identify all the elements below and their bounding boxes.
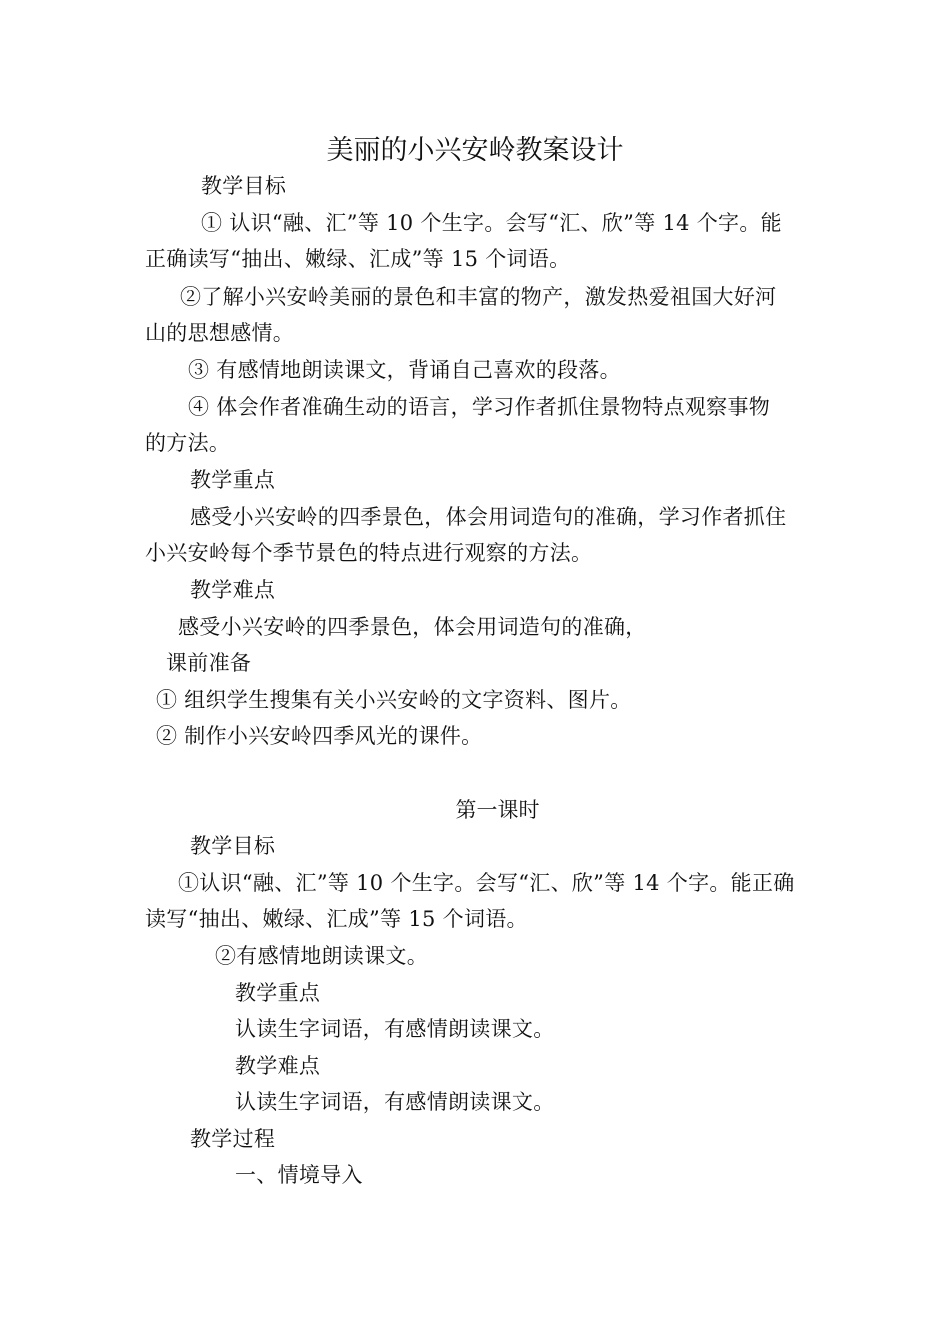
heading-difficulties: 教学难点 xyxy=(190,578,276,602)
goal-4-line-1: ④ 体会作者准确生动的语言，学习作者抓住景物特点观察事物 xyxy=(188,395,771,419)
lesson1-heading-key-points: 教学重点 xyxy=(235,981,321,1005)
lesson1-goal-2: ②有感情地朗读课文。 xyxy=(215,944,428,968)
key-points-line-2: 小兴安岭每个季节景色的特点进行观察的方法。 xyxy=(145,541,593,565)
difficulties-text: 感受小兴安岭的四季景色，体会用词造句的准确， xyxy=(178,615,647,639)
lesson1-difficulties-text: 认读生字词语，有感情朗读课文。 xyxy=(235,1090,555,1114)
heading-preparation: 课前准备 xyxy=(166,651,252,675)
goal-4-line-2: 的方法。 xyxy=(145,431,231,455)
process-step-1: 一、情境导入 xyxy=(235,1163,363,1187)
goal-2-line-2: 山的思想感情。 xyxy=(145,321,295,345)
document-title: 美丽的小兴安岭教案设计 xyxy=(326,135,624,166)
key-points-line-1: 感受小兴安岭的四季景色，体会用词造句的准确，学习作者抓住 xyxy=(190,505,787,529)
heading-key-points: 教学重点 xyxy=(190,468,276,492)
lesson1-heading-goals: 教学目标 xyxy=(190,834,276,858)
goal-2-line-1: ②了解小兴安岭美丽的景色和丰富的物产，激发热爱祖国大好河 xyxy=(180,285,777,309)
lesson1-goal-1-line-2: 读写“抽出、嫩绿、汇成”等 15 个词语。 xyxy=(145,907,528,931)
heading-teaching-process: 教学过程 xyxy=(190,1127,276,1151)
lesson1-goal-1-line-1: ①认识“融、汇”等 10 个生字。会写“汇、欣”等 14 个字。能正确 xyxy=(178,871,795,895)
preparation-1: ① 组织学生搜集有关小兴安岭的文字资料、图片。 xyxy=(156,688,632,712)
goal-1-line-1: ① 认识“融、汇”等 10 个生字。会写“汇、欣”等 14 个字。能 xyxy=(201,211,782,235)
goal-3: ③ 有感情地朗读课文，背诵自己喜欢的段落。 xyxy=(188,358,621,382)
preparation-2: ② 制作小兴安岭四季风光的课件。 xyxy=(156,724,483,748)
lesson1-key-points-text: 认读生字词语，有感情朗读课文。 xyxy=(235,1017,555,1041)
heading-teaching-goals: 教学目标 xyxy=(201,174,287,198)
goal-1-line-2: 正确读写“抽出、嫩绿、汇成”等 15 个词语。 xyxy=(145,247,571,271)
heading-first-lesson: 第一课时 xyxy=(455,798,540,822)
lesson1-heading-difficulties: 教学难点 xyxy=(235,1054,321,1078)
